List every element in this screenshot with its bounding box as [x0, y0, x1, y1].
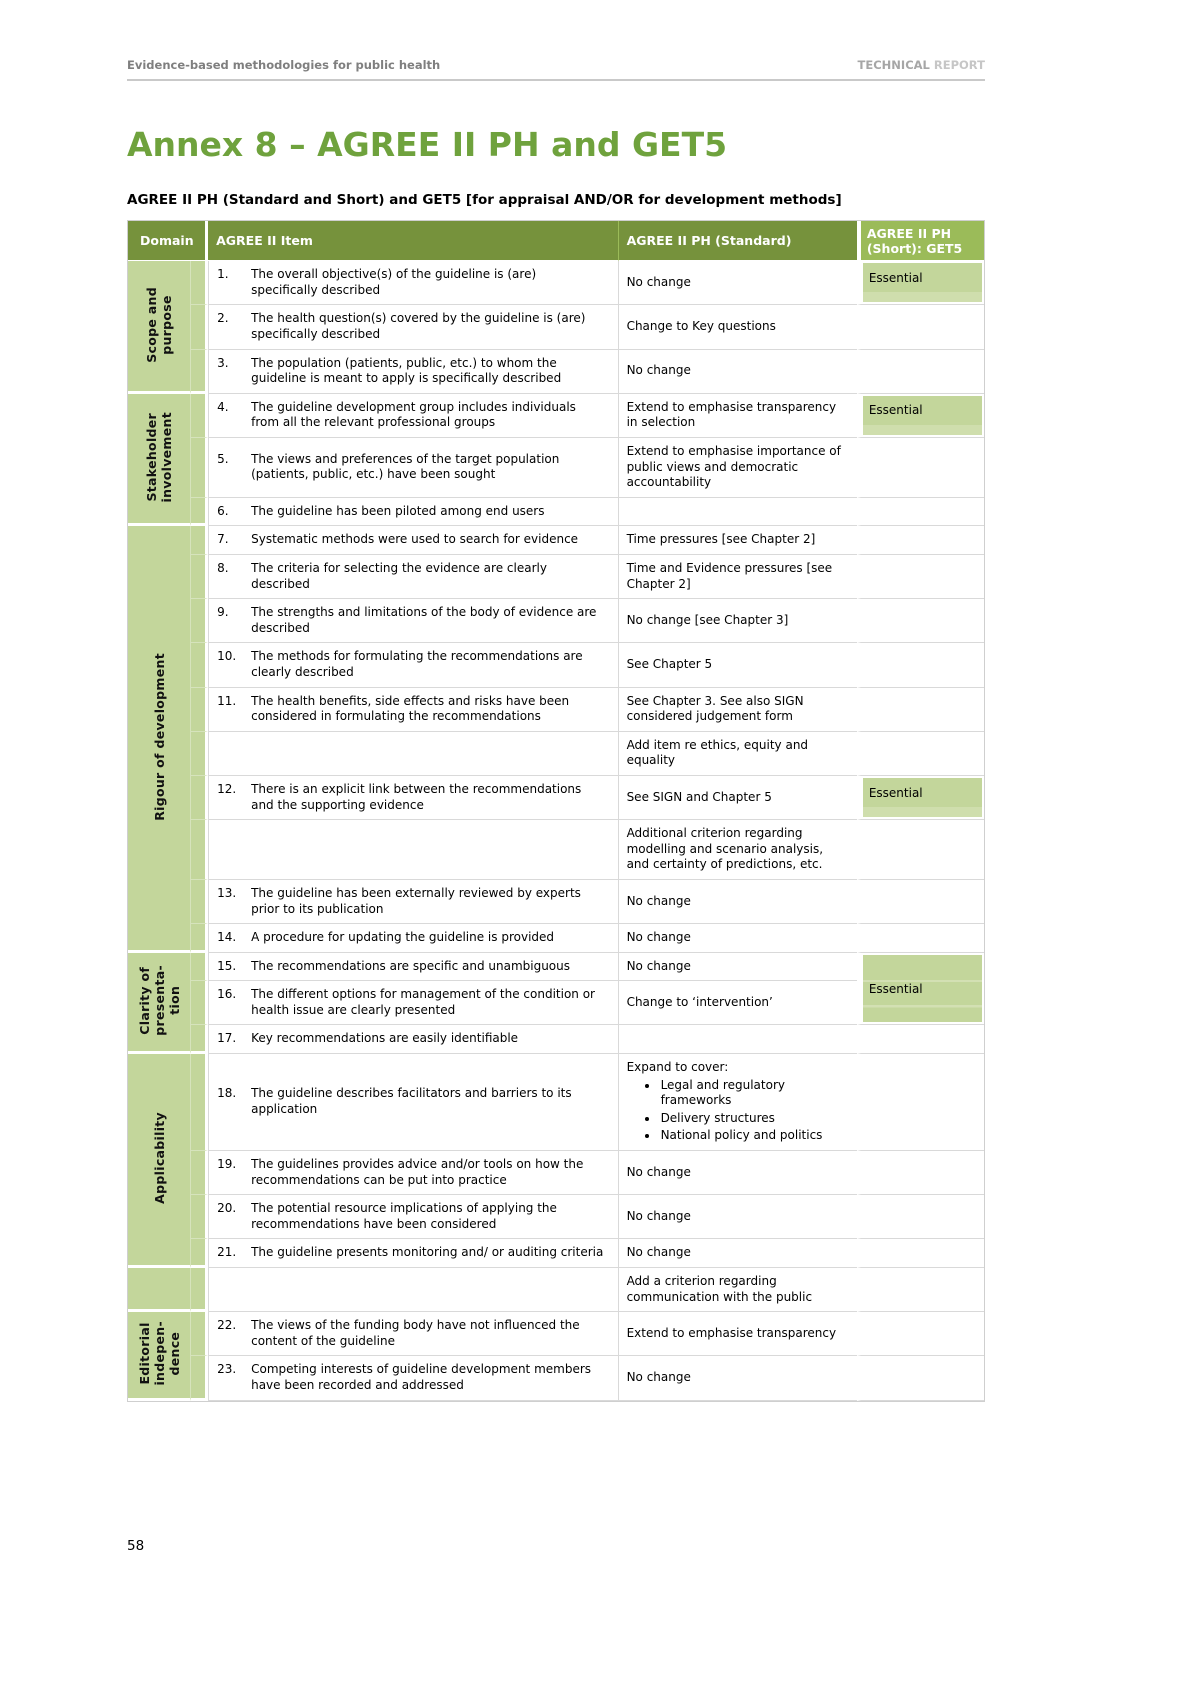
essential-badge: Essential [863, 955, 982, 1023]
ph-standard-cell: Additional criterion regarding modelling and scenario analysis, and certainty of predictions, etc. [619, 820, 857, 880]
agree-table-wrapper [127, 220, 985, 1401]
item-number: 17. [217, 1031, 237, 1046]
table-row [128, 1151, 984, 1195]
running-header-report: REPORT [929, 58, 985, 72]
item-number: 11. [217, 693, 237, 708]
item-number: 4. [217, 399, 229, 414]
ph-standard-cell: Extend to emphasise transparency [619, 1312, 857, 1356]
ph-standard-cell: No change [619, 1151, 857, 1195]
domain-strip-cell [190, 555, 208, 599]
table-row [128, 924, 984, 953]
get5-cell [857, 820, 984, 880]
domain-label: Applicability [151, 1112, 167, 1204]
item-inner [217, 649, 609, 680]
table-row [128, 350, 984, 394]
item-inner [217, 1157, 609, 1188]
item-inner [217, 452, 609, 483]
table-row [128, 555, 984, 599]
item-cell [208, 643, 618, 687]
item-inner [217, 886, 609, 917]
domain-label: Editorial indepen- dence [136, 1321, 182, 1386]
item-text: A procedure for updating the guideline is provided [251, 930, 555, 945]
item-inner [217, 959, 609, 975]
get5-cell [857, 732, 984, 776]
table-row [128, 688, 984, 732]
running-header [127, 58, 985, 81]
item-inner [217, 400, 609, 431]
domain-strip-cell [190, 1268, 208, 1312]
item-inner [217, 532, 609, 548]
ph-standard-cell: No change [619, 261, 857, 305]
ph-standard-cell: No change [619, 350, 857, 394]
item-inner [217, 1362, 609, 1393]
domain-label: Scope and purpose [144, 286, 175, 363]
item-cell [208, 599, 618, 643]
table-row [128, 599, 984, 643]
domain-strip-cell [190, 1239, 208, 1268]
get5-cell [857, 555, 984, 599]
domain-cell [128, 526, 190, 952]
item-text: The health benefits, side effects and risks have been considered in formulating the recommendations [251, 693, 570, 724]
item-inner [217, 267, 609, 298]
item-inner [217, 987, 609, 1018]
item-cell [208, 555, 618, 599]
ph-standard-cell: Change to ‘intervention’ [619, 981, 857, 1025]
domain-cell [128, 1268, 190, 1312]
item-cell [208, 953, 618, 982]
item-text: The methods for formulating the recommendations are clearly described [251, 649, 583, 679]
item-inner [217, 504, 609, 520]
item-number: 10. [217, 649, 237, 664]
item-number: 12. [217, 781, 237, 796]
item-cell [208, 305, 618, 349]
agree-table [128, 221, 984, 1400]
domain-strip-cell [190, 732, 208, 776]
item-inner [217, 311, 609, 342]
item-text: The population (patients, public, etc.) to whom the guideline is meant to apply is specifically described [251, 355, 562, 386]
get5-cell [857, 526, 984, 555]
domain-strip-cell [190, 1025, 208, 1054]
domain-strip-cell [190, 924, 208, 953]
item-number: 19. [217, 1157, 237, 1172]
item-inner [217, 1086, 609, 1117]
domain-strip-cell [190, 438, 208, 498]
table-row [128, 776, 984, 820]
ph-standard-cell: See Chapter 3. See also SIGN considered judgement form [619, 688, 857, 732]
item-inner [217, 782, 609, 813]
item-text: The different options for management of the condition or health issue are clearly presented [251, 987, 595, 1017]
table-row [128, 880, 984, 924]
domain-cell [128, 953, 190, 1054]
item-text: The strengths and limitations of the body of evidence are described [251, 605, 597, 635]
domain-strip-cell [190, 1312, 208, 1356]
item-text: There is an explicit link between the recommendations and the supporting evidence [251, 781, 582, 812]
ph-standard-cell: No change [see Chapter 3] [619, 599, 857, 643]
item-cell [208, 1268, 618, 1312]
domain-strip-cell [190, 953, 208, 982]
column-header-ph-standard: AGREE II PH (Standard) [619, 221, 857, 261]
domain-strip-cell [190, 350, 208, 394]
get5-cell [857, 394, 984, 438]
get5-cell [857, 599, 984, 643]
item-number: 13. [217, 885, 237, 900]
table-row [128, 305, 984, 349]
item-inner [217, 1318, 609, 1349]
column-header-domain: Domain [128, 221, 208, 261]
item-cell [208, 820, 618, 880]
get5-cell [857, 924, 984, 953]
item-text: Systematic methods were used to search for evidence [251, 532, 579, 547]
item-number: 22. [217, 1318, 237, 1333]
running-header-left: Evidence-based methodologies for public health [127, 58, 441, 72]
ph-standard-bullet: • National policy and politics [659, 1128, 849, 1144]
item-inner [217, 1201, 609, 1232]
item-text: The overall objective(s) of the guideline is (are) specifically described [251, 267, 537, 297]
item-text: The guideline has been piloted among end users [251, 503, 545, 518]
domain-strip-cell [190, 599, 208, 643]
ph-standard-cell: Add a criterion regarding communication with the public [619, 1268, 857, 1312]
ph-standard-cell: Add item re ethics, equity and equality [619, 732, 857, 776]
get5-cell [857, 438, 984, 498]
domain-strip-cell [190, 498, 208, 527]
item-cell [208, 261, 618, 305]
item-text: The guideline has been externally reviewed by experts prior to its publication [251, 885, 581, 916]
item-inner [217, 356, 609, 387]
ph-standard-cell: Time pressures [see Chapter 2] [619, 526, 857, 555]
get5-cell [857, 880, 984, 924]
ph-standard-cell: Extend to emphasise importance of public views and democratic accountability [619, 438, 857, 498]
item-number: 3. [217, 355, 229, 370]
get5-cell [857, 776, 984, 820]
item-number: 15. [217, 958, 237, 973]
item-number: 14. [217, 930, 237, 945]
item-number: 7. [217, 532, 229, 547]
item-cell [208, 1151, 618, 1195]
item-text: The guideline presents monitoring and/ or auditing criteria [251, 1245, 604, 1260]
ph-standard-cell: Time and Evidence pressures [see Chapter 2] [619, 555, 857, 599]
item-number: 6. [217, 503, 229, 518]
item-inner [217, 1031, 609, 1047]
get5-cell [857, 643, 984, 687]
domain-strip-cell [190, 394, 208, 438]
column-header-agree-item: AGREE II Item [208, 221, 618, 261]
item-cell [208, 880, 618, 924]
item-text: The criteria for selecting the evidence are clearly described [251, 561, 547, 591]
item-number: 20. [217, 1201, 237, 1216]
domain-label: Stakeholder involvement [144, 411, 175, 503]
get5-cell [857, 953, 984, 1026]
domain-label: Rigour of development [151, 652, 167, 821]
ph-standard-cell: Extend to emphasise transparency in selection [619, 394, 857, 438]
domain-strip-cell [190, 643, 208, 687]
table-row [128, 643, 984, 687]
item-number: 2. [217, 311, 229, 326]
item-number: 16. [217, 987, 237, 1002]
item-cell [208, 1312, 618, 1356]
item-cell [208, 438, 618, 498]
item-cell [208, 732, 618, 776]
agree-table-body [128, 261, 984, 1400]
item-number: 18. [217, 1086, 237, 1101]
item-cell [208, 924, 618, 953]
item-number: 5. [217, 451, 229, 466]
item-number: 1. [217, 267, 229, 282]
get5-cell [857, 1239, 984, 1268]
item-inner [217, 930, 609, 946]
ph-standard-cell: No change [619, 880, 857, 924]
ph-standard-bullet: • Delivery structures [659, 1111, 849, 1127]
get5-cell [857, 498, 984, 527]
table-row [128, 526, 984, 555]
item-cell [208, 1239, 618, 1268]
table-caption: AGREE II PH (Standard and Short) and GET5 [for appraisal AND/OR for development methods] [127, 192, 842, 209]
table-row [128, 1268, 984, 1312]
page-title: Annex 8 – AGREE II PH and GET5 [127, 125, 728, 164]
item-cell [208, 1195, 618, 1239]
table-row [128, 1356, 984, 1400]
domain-strip-cell [190, 1356, 208, 1400]
page-number: 58 [127, 1538, 145, 1554]
get5-cell [857, 261, 984, 305]
table-row [128, 1054, 984, 1151]
essential-badge: Essential [863, 263, 982, 302]
item-text: The recommendations are specific and unambiguous [251, 958, 571, 973]
table-row [128, 1025, 984, 1054]
table-header-row [128, 221, 984, 261]
ph-standard-cell [619, 498, 857, 527]
domain-cell [128, 261, 190, 394]
get5-cell [857, 1025, 984, 1054]
get5-cell [857, 1268, 984, 1312]
item-text: Key recommendations are easily identifiable [251, 1031, 519, 1046]
table-row [128, 1312, 984, 1356]
domain-strip-cell [190, 688, 208, 732]
ph-standard-cell: See SIGN and Chapter 5 [619, 776, 857, 820]
get5-cell [857, 1356, 984, 1400]
item-cell [208, 688, 618, 732]
running-header-technical: TECHNICAL [857, 58, 930, 72]
column-header-ph-short-get5: AGREE II PH (Short): GET5 [857, 221, 984, 261]
domain-label: Clarity of presenta- tion [136, 965, 182, 1036]
domain-cell [128, 1054, 190, 1268]
ph-standard-cell [619, 1025, 857, 1054]
domain-strip-cell [190, 1151, 208, 1195]
table-row [128, 1239, 984, 1268]
get5-cell [857, 1054, 984, 1151]
ph-standard-cell: No change [619, 1239, 857, 1268]
table-row [128, 498, 984, 527]
item-inner [217, 1245, 609, 1261]
domain-cell [128, 1312, 190, 1400]
item-number: 23. [217, 1362, 237, 1377]
domain-strip-cell [190, 820, 208, 880]
ph-standard-cell [619, 1054, 857, 1151]
item-cell [208, 394, 618, 438]
item-number: 21. [217, 1245, 237, 1260]
item-text: Competing interests of guideline development members have been recorded and addressed [251, 1362, 592, 1392]
domain-strip-cell [190, 261, 208, 305]
domain-strip-cell [190, 1195, 208, 1239]
domain-strip-cell [190, 981, 208, 1025]
item-cell [208, 981, 618, 1025]
item-inner [217, 561, 609, 592]
ph-standard-cell: No change [619, 1195, 857, 1239]
domain-cell [128, 394, 190, 527]
table-row [128, 438, 984, 498]
get5-cell [857, 1195, 984, 1239]
item-text: The health question(s) covered by the guideline is (are) specifically described [251, 311, 586, 342]
item-cell [208, 1356, 618, 1400]
table-row [128, 394, 984, 438]
get5-cell [857, 305, 984, 349]
essential-badge: Essential [863, 396, 982, 435]
ph-standard-cell: See Chapter 5 [619, 643, 857, 687]
item-cell [208, 1054, 618, 1151]
table-row [128, 953, 984, 982]
item-text: The guideline development group includes individuals from all the relevant professional groups [251, 399, 576, 430]
item-inner [217, 605, 609, 636]
item-inner [217, 694, 609, 725]
table-row [128, 261, 984, 305]
get5-cell [857, 1312, 984, 1356]
item-cell [208, 776, 618, 820]
item-cell [208, 498, 618, 527]
domain-strip-cell [190, 526, 208, 555]
domain-strip-cell [190, 776, 208, 820]
get5-cell [857, 1151, 984, 1195]
running-header-right [858, 58, 985, 72]
item-number: 8. [217, 561, 229, 576]
table-row [128, 981, 984, 1025]
item-cell [208, 1025, 618, 1054]
ph-standard-bullet: • Legal and regulatory frameworks [659, 1078, 849, 1109]
item-number: 9. [217, 605, 229, 620]
essential-badge: Essential [863, 778, 982, 817]
item-text: The potential resource implications of applying the recommendations have been considered [251, 1201, 557, 1231]
table-row [128, 1195, 984, 1239]
item-cell [208, 350, 618, 394]
item-cell [208, 526, 618, 555]
get5-cell [857, 688, 984, 732]
domain-strip-cell [190, 305, 208, 349]
domain-strip-cell [190, 1054, 208, 1151]
ph-standard-cell: No change [619, 953, 857, 982]
item-text: The views and preferences of the target population (patients, public, etc.) have been sought [251, 451, 560, 482]
domain-strip-cell [190, 880, 208, 924]
table-row [128, 820, 984, 880]
ph-standard-bullet-list [641, 1078, 849, 1144]
ph-standard-cell: No change [619, 1356, 857, 1400]
get5-cell [857, 350, 984, 394]
item-text: The guideline describes facilitators and barriers to its application [251, 1086, 572, 1117]
item-text: The guidelines provides advice and/or tools on how the recommendations can be put into practice [251, 1157, 584, 1187]
ph-standard-cell: Change to Key questions [619, 305, 857, 349]
ph-standard-intro: Expand to cover: [626, 1060, 729, 1075]
table-row [128, 732, 984, 776]
ph-standard-cell: No change [619, 924, 857, 953]
item-text: The views of the funding body have not influenced the content of the guideline [251, 1318, 580, 1348]
